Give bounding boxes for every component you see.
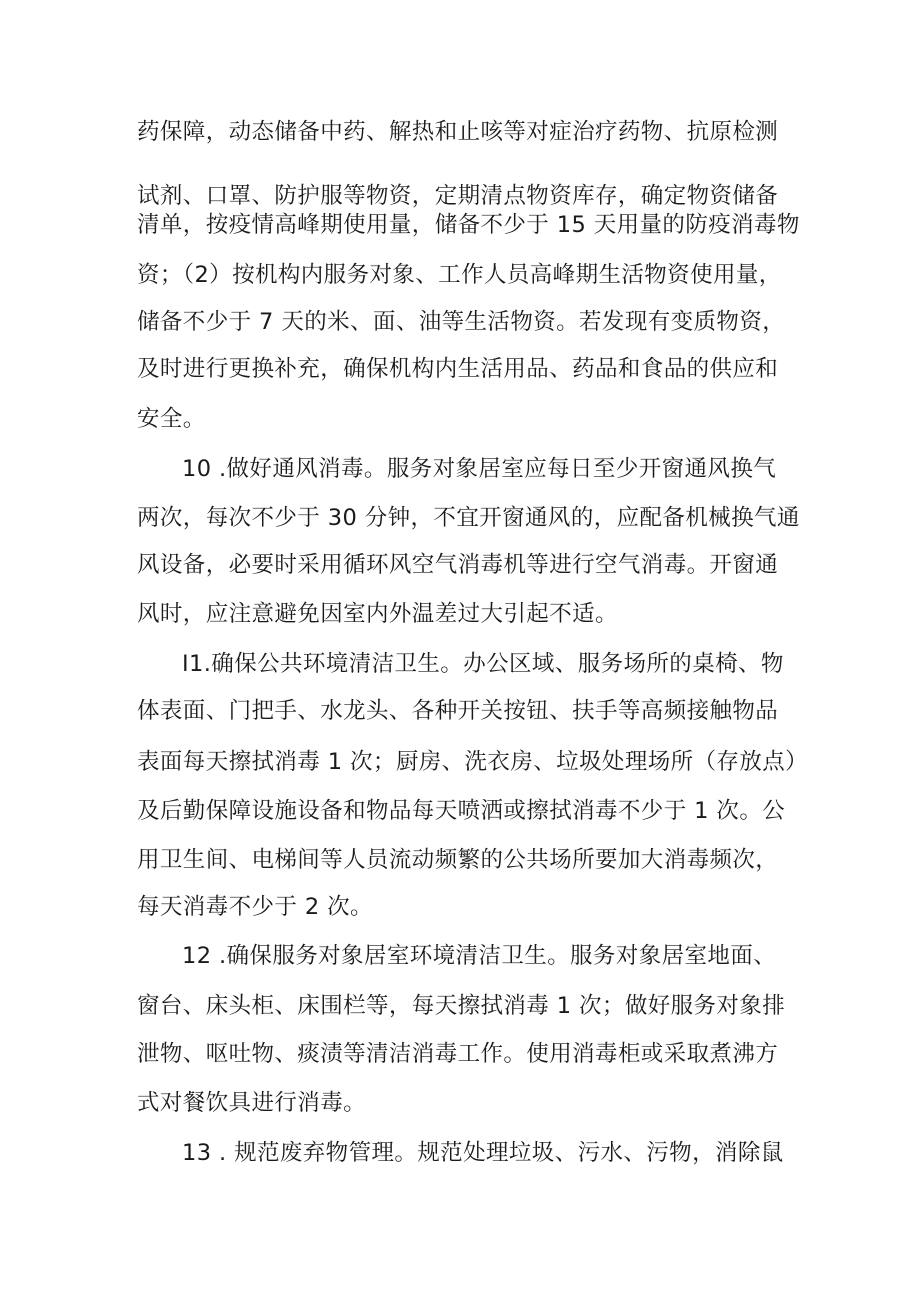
paragraph-line: 及后勤保障设施设备和物品每天喷洒或擦拭消毒不少于 1 次。公 <box>137 798 786 824</box>
paragraph-line: 资；（2）按机构内服务对象、工作人员高峰期生活物资使用量， <box>137 262 782 288</box>
paragraph-line: 12 .确保服务对象居室环境清洁卫生。服务对象居室地面、 <box>182 943 777 969</box>
paragraph-line: 安全。 <box>137 406 206 432</box>
paragraph-line: 用卫生间、电梯间等人员流动频繁的公共场所要加大消毒频次， <box>137 847 779 873</box>
paragraph-line: 试剂、口罩、防护服等物资，定期清点物资库存，确定物资储备 <box>137 183 779 209</box>
paragraph-line: 药保障，动态储备中药、解热和止咳等对症治疗药物、抗原检测 <box>137 119 779 145</box>
paragraph-line: 风设备，必要时采用循环风空气消毒机等进行空气消毒。开窗通 <box>137 552 779 578</box>
paragraph-line: 每天消毒不少于 2 次。 <box>137 894 373 920</box>
paragraph-line: 清单，按疫情高峰期使用量，储备不少于 15 天用量的防疫消毒物 <box>137 212 800 238</box>
paragraph-line: 体表面、门把手、水龙头、各种开关按钮、扶手等高频接触物品 <box>137 698 779 724</box>
paragraph-line: 窗台、床头柜、床围栏等，每天擦拭消毒 1 次；做好服务对象排 <box>137 993 786 1019</box>
paragraph-line: 13 . 规范废弃物管理。规范处理垃圾、污水、污物，消除鼠 <box>182 1140 784 1166</box>
paragraph-line: 表面每天擦拭消毒 1 次；厨房、洗衣房、垃圾处理场所（存放点） <box>137 749 809 775</box>
paragraph-line: 及时进行更换补充，确保机构内生活用品、药品和食品的供应和 <box>137 356 779 382</box>
paragraph-line: I1.确保公共环境清洁卫生。办公区域、服务场所的桌椅、物 <box>182 651 784 677</box>
paragraph-line: 泄物、呕吐物、痰渍等清洁消毒工作。使用消毒柜或采取煮沸方 <box>137 1041 779 1067</box>
paragraph-line: 10 .做好通风消毒。服务对象居室应每日至少开窗通风换气 <box>182 456 777 482</box>
paragraph-line: 风时，应注意避免因室内外温差过大引起不适。 <box>137 601 618 627</box>
paragraph-line: 式对餐饮具进行消毒。 <box>137 1090 367 1116</box>
paragraph-line: 储备不少于 7 天的米、面、油等生活物资。若发现有变质物资， <box>137 309 786 335</box>
paragraph-line: 两次，每次不少于 30 分钟，不宜开窗通风的，应配备机械换气通 <box>137 505 800 531</box>
